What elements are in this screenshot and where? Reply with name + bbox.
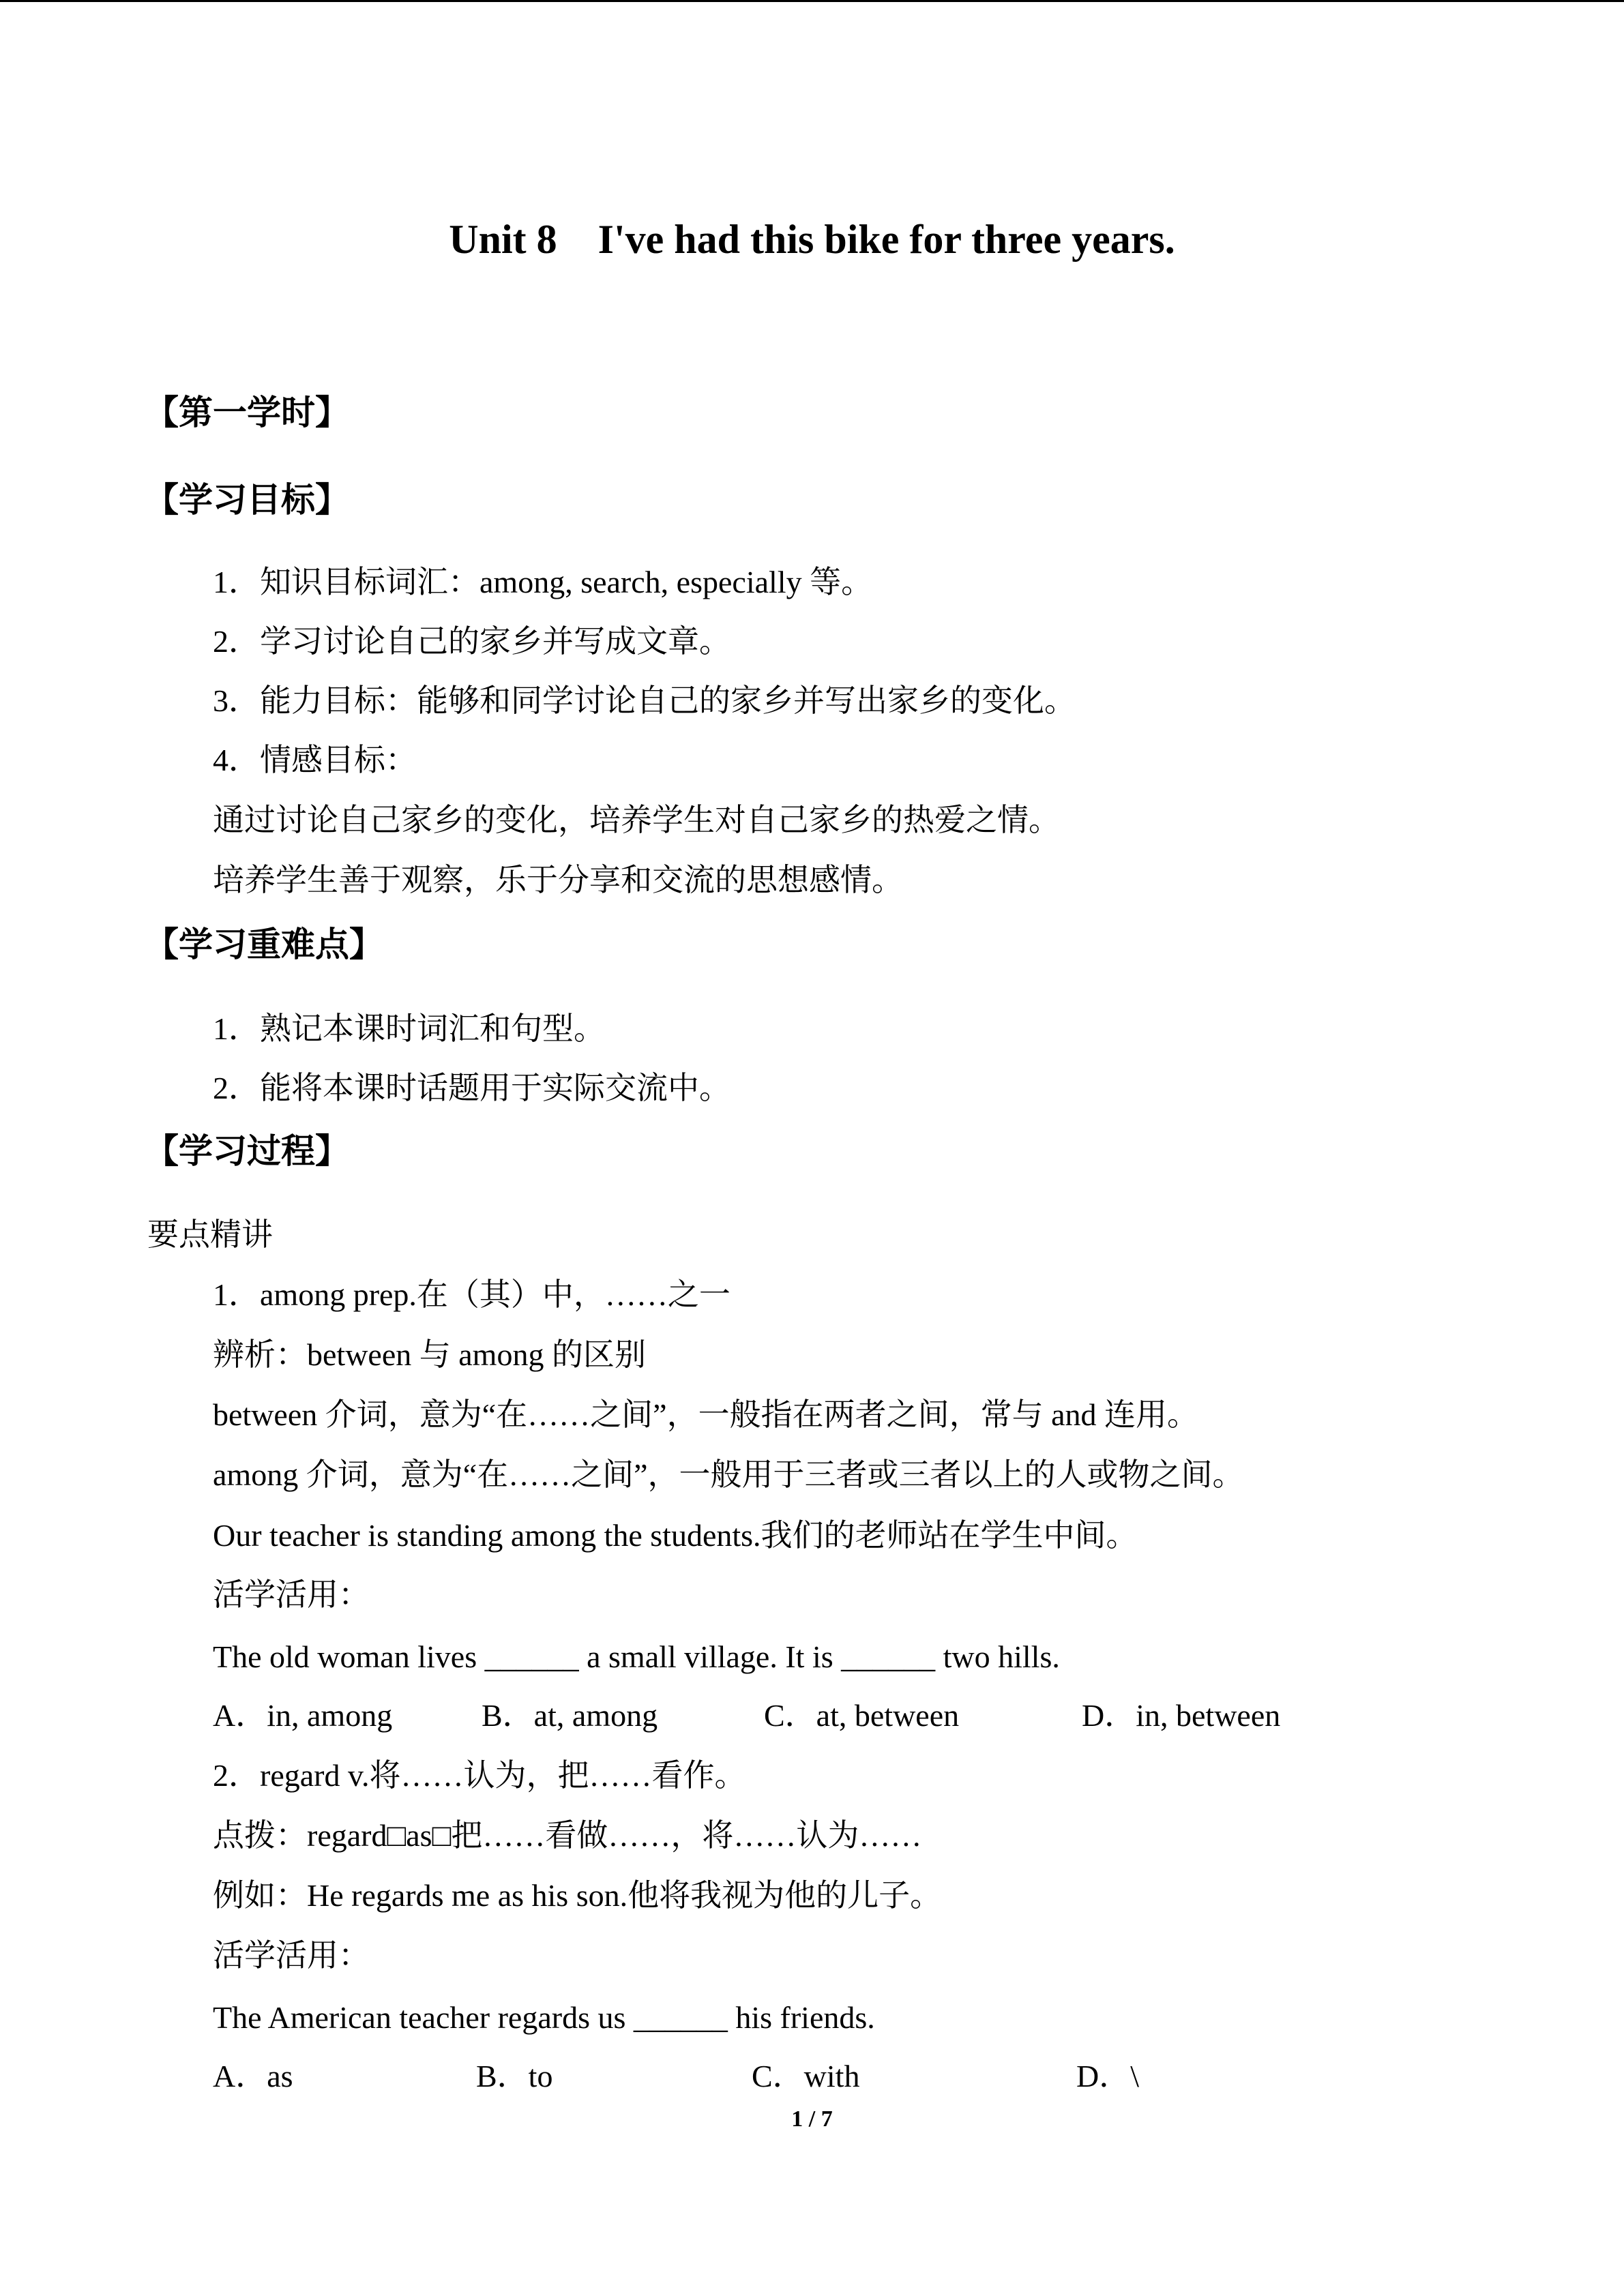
section-label: 要点精讲 bbox=[147, 1217, 273, 1252]
item1-option-a: A．in, among bbox=[213, 1698, 393, 1733]
objective-4: 4．情感目标： bbox=[213, 743, 417, 777]
item1-between-note: between 介词，意为“在……之间”，一般指在两者之间，常与 and 连用。 bbox=[213, 1397, 1199, 1432]
item1-head: 1．among prep.在（其）中，……之一 bbox=[213, 1277, 730, 1312]
item1-option-c: C．at, between bbox=[764, 1698, 960, 1733]
objective-3: 3．能力目标：能够和同学讨论自己的家乡并写出家乡的变化。 bbox=[213, 683, 1076, 718]
item2-option-a: A．as bbox=[213, 2059, 293, 2093]
objective-4-detail-2: 培养学生善于观察，乐于分享和交流的思想感情。 bbox=[213, 863, 903, 897]
item1-example: Our teacher is standing among the students.我们的老师站在学生中间。 bbox=[213, 1518, 1138, 1553]
item2-question: The American teacher regards us ______ his friends. bbox=[213, 2000, 875, 2035]
unit-title: Unit 8 I've had this bike for three years. bbox=[449, 217, 1175, 262]
item1-option-d: D．in, between bbox=[1082, 1698, 1281, 1733]
item1-question: The old woman lives ______ a small village. It is ______ two hills. bbox=[213, 1639, 1060, 1674]
item2-tip: 点拨：regard□as□把……看做……，将……认为…… bbox=[213, 1818, 922, 1853]
heading-key-points: 【学习重难点】 bbox=[145, 925, 383, 964]
heading-objectives: 【学习目标】 bbox=[145, 480, 349, 520]
key-point-2: 2．能将本课时话题用于实际交流中。 bbox=[213, 1071, 730, 1105]
top-border bbox=[0, 0, 1624, 2]
item2-example: 例如：He regards me as his son.他将我视为他的儿子。 bbox=[213, 1878, 942, 1913]
objective-1: 1．知识目标词汇：among, search, especially 等。 bbox=[213, 565, 873, 599]
item2-option-c: C．with bbox=[752, 2059, 860, 2093]
item2-practice-label: 活学活用： bbox=[213, 1938, 370, 1973]
item1-option-b: B．at, among bbox=[482, 1698, 658, 1733]
item2-option-b: B．to bbox=[476, 2059, 553, 2093]
item1-among-note: among 介词，意为“在……之间”，一般用于三者或三者以上的人或物之间。 bbox=[213, 1457, 1244, 1492]
page-number: 1 / 7 bbox=[791, 2106, 833, 2132]
item2-head: 2．regard v.将……认为，把……看作。 bbox=[213, 1758, 746, 1793]
objective-4-detail-1: 通过讨论自己家乡的变化，培养学生对自己家乡的热爱之情。 bbox=[213, 803, 1060, 837]
item2-option-d: D．\ bbox=[1076, 2059, 1139, 2093]
key-point-1: 1．熟记本课时词汇和句型。 bbox=[213, 1011, 605, 1046]
objective-2: 2．学习讨论自己的家乡并写成文章。 bbox=[213, 624, 730, 659]
heading-period: 【第一学时】 bbox=[145, 393, 349, 432]
heading-process: 【学习过程】 bbox=[145, 1131, 349, 1171]
item1-practice-label: 活学活用： bbox=[213, 1577, 370, 1612]
item1-analysis: 辨析：between 与 among 的区别 bbox=[213, 1337, 646, 1372]
